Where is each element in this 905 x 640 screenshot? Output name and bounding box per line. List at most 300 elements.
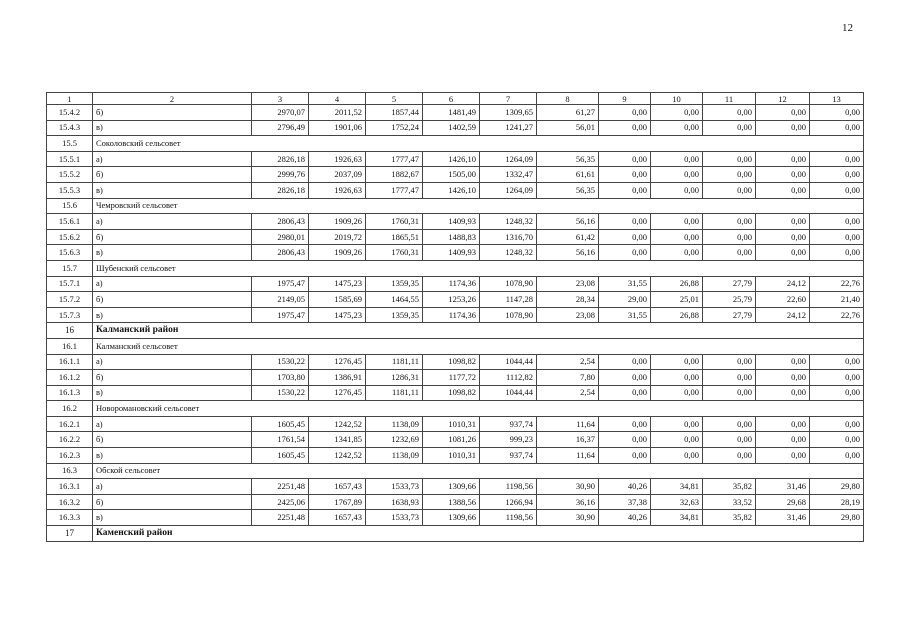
settlement-row: [47, 401, 864, 417]
value-cell: 0,00: [810, 105, 864, 121]
row-label-cell: а): [93, 354, 252, 370]
value-cell: 1909,26: [309, 214, 366, 230]
row-label-cell: б): [93, 229, 252, 245]
settlement-title: Чемровский сельсовет: [93, 198, 864, 214]
row-label-cell: б): [93, 494, 252, 510]
value-cell: 1975,47: [252, 276, 309, 292]
table-row: [47, 292, 864, 308]
value-cell: 16,37: [537, 432, 599, 448]
value-cell: 2980,01: [252, 229, 309, 245]
value-cell: 0,00: [651, 120, 703, 136]
row-number-cell: 15.6.2: [47, 229, 93, 245]
value-cell: 0,00: [703, 245, 756, 261]
value-cell: 1752,24: [366, 120, 423, 136]
row-label-cell: а): [93, 151, 252, 167]
value-cell: 1359,35: [366, 276, 423, 292]
value-cell: 0,00: [810, 167, 864, 183]
value-cell: 1505,00: [423, 167, 480, 183]
value-cell: 1266,94: [480, 494, 537, 510]
value-cell: 1078,90: [480, 307, 537, 323]
value-cell: 2796,49: [252, 120, 309, 136]
value-cell: 0,00: [810, 229, 864, 245]
table-row: [47, 105, 864, 121]
row-number-cell: 15.7.1: [47, 276, 93, 292]
row-label-cell: б): [93, 105, 252, 121]
row-number-cell: 16.1.1: [47, 354, 93, 370]
value-cell: 1316,70: [480, 229, 537, 245]
district-title: Каменский район: [93, 526, 864, 542]
row-number-cell: 16.3.1: [47, 479, 93, 495]
value-cell: 0,00: [651, 229, 703, 245]
value-cell: 26,88: [651, 307, 703, 323]
settlement-row: [47, 136, 864, 152]
value-cell: 1248,32: [480, 214, 537, 230]
value-cell: 0,00: [599, 385, 651, 401]
value-cell: 1426,10: [423, 182, 480, 198]
value-cell: 40,26: [599, 479, 651, 495]
header-cell: 6: [423, 93, 480, 105]
value-cell: 2011,52: [309, 105, 366, 121]
value-cell: 2826,18: [252, 151, 309, 167]
value-cell: 1341,85: [309, 432, 366, 448]
value-cell: 56,35: [537, 151, 599, 167]
value-cell: 29,68: [756, 494, 810, 510]
value-cell: 34,81: [651, 510, 703, 526]
value-cell: 0,00: [599, 354, 651, 370]
value-cell: 0,00: [651, 385, 703, 401]
row-label-cell: в): [93, 448, 252, 464]
table-row: [47, 479, 864, 495]
value-cell: 0,00: [703, 370, 756, 386]
value-cell: 28,19: [810, 494, 864, 510]
value-cell: 36,16: [537, 494, 599, 510]
value-cell: 1865,51: [366, 229, 423, 245]
value-cell: 30,90: [537, 479, 599, 495]
value-cell: 1242,52: [309, 416, 366, 432]
value-cell: 27,79: [703, 307, 756, 323]
value-cell: 23,08: [537, 307, 599, 323]
table-row: [47, 385, 864, 401]
row-label-cell: б): [93, 167, 252, 183]
value-cell: 2251,48: [252, 479, 309, 495]
value-cell: 0,00: [599, 370, 651, 386]
header-cell: 4: [309, 93, 366, 105]
value-cell: 1309,66: [423, 479, 480, 495]
value-cell: 1703,80: [252, 370, 309, 386]
header-cell: 1: [47, 93, 93, 105]
value-cell: 2425,06: [252, 494, 309, 510]
value-cell: 1409,93: [423, 245, 480, 261]
value-cell: 1909,26: [309, 245, 366, 261]
row-label-cell: б): [93, 370, 252, 386]
value-cell: 35,82: [703, 510, 756, 526]
value-cell: 1926,63: [309, 151, 366, 167]
row-number-cell: 15.6: [47, 198, 93, 214]
value-cell: 27,79: [703, 276, 756, 292]
value-cell: 2999,76: [252, 167, 309, 183]
value-cell: 2970,07: [252, 105, 309, 121]
value-cell: 0,00: [703, 182, 756, 198]
page-number: 12: [842, 22, 853, 34]
tariff-table: [46, 92, 864, 542]
value-cell: 26,88: [651, 276, 703, 292]
value-cell: 0,00: [599, 105, 651, 121]
value-cell: 24,12: [756, 307, 810, 323]
value-cell: 0,00: [651, 432, 703, 448]
value-cell: 1181,11: [366, 385, 423, 401]
value-cell: 30,90: [537, 510, 599, 526]
value-cell: 0,00: [703, 229, 756, 245]
row-label-cell: а): [93, 479, 252, 495]
settlement-title: Соколовский сельсовет: [93, 136, 864, 152]
value-cell: 0,00: [651, 105, 703, 121]
value-cell: 0,00: [756, 182, 810, 198]
value-cell: 33,52: [703, 494, 756, 510]
value-cell: 1530,22: [252, 354, 309, 370]
row-number-cell: 16.2.3: [47, 448, 93, 464]
value-cell: 0,00: [810, 448, 864, 464]
value-cell: 56,16: [537, 214, 599, 230]
value-cell: 1760,31: [366, 245, 423, 261]
settlement-title: Обской сельсовет: [93, 463, 864, 479]
value-cell: 1010,31: [423, 416, 480, 432]
value-cell: 0,00: [599, 448, 651, 464]
value-cell: 0,00: [599, 214, 651, 230]
value-cell: 1309,65: [480, 105, 537, 121]
value-cell: 2806,43: [252, 245, 309, 261]
table-row: [47, 229, 864, 245]
row-number-cell: 15.4.2: [47, 105, 93, 121]
row-label-cell: б): [93, 432, 252, 448]
value-cell: 1760,31: [366, 214, 423, 230]
value-cell: 1112,82: [480, 370, 537, 386]
value-cell: 1777,47: [366, 151, 423, 167]
row-number-cell: 15.7.2: [47, 292, 93, 308]
row-label-cell: в): [93, 120, 252, 136]
settlement-row: [47, 338, 864, 354]
value-cell: 0,00: [756, 370, 810, 386]
value-cell: 1359,35: [366, 307, 423, 323]
settlement-row: [47, 198, 864, 214]
value-cell: 37,38: [599, 494, 651, 510]
settlement-title: Шубенский сельсовет: [93, 260, 864, 276]
value-cell: 1475,23: [309, 307, 366, 323]
value-cell: 29,00: [599, 292, 651, 308]
value-cell: 35,82: [703, 479, 756, 495]
row-number-cell: 16.2.2: [47, 432, 93, 448]
row-label-cell: в): [93, 385, 252, 401]
value-cell: 1638,93: [366, 494, 423, 510]
row-label-cell: в): [93, 245, 252, 261]
value-cell: 1010,31: [423, 448, 480, 464]
row-number-cell: 15.5: [47, 136, 93, 152]
row-number-cell: 16: [47, 323, 93, 339]
value-cell: 0,00: [651, 354, 703, 370]
row-label-cell: а): [93, 214, 252, 230]
header-cell: 8: [537, 93, 599, 105]
value-cell: 0,00: [651, 370, 703, 386]
value-cell: 1242,52: [309, 448, 366, 464]
value-cell: 0,00: [756, 167, 810, 183]
value-cell: 0,00: [703, 448, 756, 464]
value-cell: 0,00: [651, 167, 703, 183]
value-cell: 1926,63: [309, 182, 366, 198]
table-row: [47, 167, 864, 183]
row-number-cell: 15.7: [47, 260, 93, 276]
value-cell: 29,80: [810, 510, 864, 526]
value-cell: 61,61: [537, 167, 599, 183]
value-cell: 24,12: [756, 276, 810, 292]
row-number-cell: 16.2.1: [47, 416, 93, 432]
value-cell: 1264,09: [480, 182, 537, 198]
row-label-cell: б): [93, 292, 252, 308]
value-cell: 25,79: [703, 292, 756, 308]
table-row: [47, 494, 864, 510]
value-cell: 0,00: [756, 245, 810, 261]
value-cell: 1098,82: [423, 385, 480, 401]
table-row: [47, 276, 864, 292]
value-cell: 0,00: [651, 245, 703, 261]
value-cell: 0,00: [703, 432, 756, 448]
value-cell: 0,00: [810, 354, 864, 370]
row-number-cell: 16.1: [47, 338, 93, 354]
value-cell: 61,27: [537, 105, 599, 121]
header-cell: 7: [480, 93, 537, 105]
value-cell: 2826,18: [252, 182, 309, 198]
value-cell: 0,00: [810, 182, 864, 198]
value-cell: 1241,27: [480, 120, 537, 136]
value-cell: 937,74: [480, 448, 537, 464]
row-number-cell: 17: [47, 526, 93, 542]
value-cell: 31,46: [756, 479, 810, 495]
table-row: [47, 120, 864, 136]
value-cell: 2149,05: [252, 292, 309, 308]
value-cell: 0,00: [599, 151, 651, 167]
header-cell: 13: [810, 93, 864, 105]
value-cell: 0,00: [756, 385, 810, 401]
value-cell: 0,00: [756, 105, 810, 121]
value-cell: 0,00: [810, 120, 864, 136]
value-cell: 2806,43: [252, 214, 309, 230]
value-cell: 1530,22: [252, 385, 309, 401]
row-number-cell: 15.6.3: [47, 245, 93, 261]
table-row: [47, 151, 864, 167]
value-cell: 0,00: [703, 151, 756, 167]
value-cell: 1402,59: [423, 120, 480, 136]
value-cell: 0,00: [756, 229, 810, 245]
value-cell: 1388,56: [423, 494, 480, 510]
value-cell: 0,00: [756, 214, 810, 230]
row-label-cell: в): [93, 182, 252, 198]
table-row: [47, 416, 864, 432]
row-number-cell: 16.2: [47, 401, 93, 417]
row-number-cell: 15.7.3: [47, 307, 93, 323]
value-cell: 0,00: [810, 214, 864, 230]
value-cell: 0,00: [756, 120, 810, 136]
value-cell: 0,00: [756, 432, 810, 448]
value-cell: 32,63: [651, 494, 703, 510]
value-cell: 1181,11: [366, 354, 423, 370]
header-cell: 12: [756, 93, 810, 105]
value-cell: 0,00: [756, 448, 810, 464]
value-cell: 0,00: [599, 167, 651, 183]
value-cell: 0,00: [756, 151, 810, 167]
value-cell: 0,00: [599, 120, 651, 136]
value-cell: 31,46: [756, 510, 810, 526]
value-cell: 1533,73: [366, 510, 423, 526]
value-cell: 2,54: [537, 354, 599, 370]
value-cell: 0,00: [810, 385, 864, 401]
value-cell: 11,64: [537, 448, 599, 464]
value-cell: 1253,26: [423, 292, 480, 308]
value-cell: 2019,72: [309, 229, 366, 245]
value-cell: 0,00: [703, 167, 756, 183]
value-cell: 1232,69: [366, 432, 423, 448]
value-cell: 1147,28: [480, 292, 537, 308]
settlement-title: Новоромановский сельсовет: [93, 401, 864, 417]
value-cell: 1464,55: [366, 292, 423, 308]
table-body: [47, 93, 864, 542]
value-cell: 1332,47: [480, 167, 537, 183]
value-cell: 1138,09: [366, 416, 423, 432]
value-cell: 0,00: [599, 245, 651, 261]
table-row: [47, 182, 864, 198]
value-cell: 0,00: [810, 245, 864, 261]
value-cell: 1882,67: [366, 167, 423, 183]
value-cell: 1481,49: [423, 105, 480, 121]
value-cell: 0,00: [651, 448, 703, 464]
value-cell: 1767,89: [309, 494, 366, 510]
row-label-cell: в): [93, 307, 252, 323]
row-number-cell: 16.3.3: [47, 510, 93, 526]
value-cell: 1264,09: [480, 151, 537, 167]
value-cell: 0,00: [703, 214, 756, 230]
table-row: [47, 510, 864, 526]
value-cell: 1585,69: [309, 292, 366, 308]
value-cell: 34,81: [651, 479, 703, 495]
value-cell: 23,08: [537, 276, 599, 292]
value-cell: 0,00: [703, 385, 756, 401]
value-cell: 1386,91: [309, 370, 366, 386]
value-cell: 1276,45: [309, 385, 366, 401]
value-cell: 7,80: [537, 370, 599, 386]
value-cell: 1276,45: [309, 354, 366, 370]
value-cell: 1605,45: [252, 416, 309, 432]
value-cell: 1309,66: [423, 510, 480, 526]
value-cell: 1533,73: [366, 479, 423, 495]
value-cell: 1198,56: [480, 479, 537, 495]
value-cell: 40,26: [599, 510, 651, 526]
value-cell: 1286,31: [366, 370, 423, 386]
value-cell: 1657,43: [309, 479, 366, 495]
header-cell: 11: [703, 93, 756, 105]
value-cell: 1901,06: [309, 120, 366, 136]
value-cell: 0,00: [810, 432, 864, 448]
value-cell: 2251,48: [252, 510, 309, 526]
value-cell: 0,00: [703, 120, 756, 136]
value-cell: 1657,43: [309, 510, 366, 526]
header-row: [47, 93, 864, 105]
header-cell: 9: [599, 93, 651, 105]
value-cell: 29,80: [810, 479, 864, 495]
value-cell: 1044,44: [480, 385, 537, 401]
value-cell: 0,00: [810, 416, 864, 432]
header-cell: 2: [93, 93, 252, 105]
value-cell: 0,00: [810, 151, 864, 167]
value-cell: 1248,32: [480, 245, 537, 261]
table-row: [47, 354, 864, 370]
value-cell: 1078,90: [480, 276, 537, 292]
table-row: [47, 432, 864, 448]
value-cell: 56,01: [537, 120, 599, 136]
value-cell: 31,55: [599, 307, 651, 323]
value-cell: 0,00: [599, 182, 651, 198]
value-cell: 0,00: [651, 151, 703, 167]
value-cell: 1044,44: [480, 354, 537, 370]
table-row: [47, 307, 864, 323]
value-cell: 1174,36: [423, 276, 480, 292]
row-label-cell: а): [93, 416, 252, 432]
header-cell: 10: [651, 93, 703, 105]
value-cell: 0,00: [599, 432, 651, 448]
value-cell: 2037,09: [309, 167, 366, 183]
value-cell: 1475,23: [309, 276, 366, 292]
value-cell: 0,00: [599, 416, 651, 432]
value-cell: 25,01: [651, 292, 703, 308]
value-cell: 1777,47: [366, 182, 423, 198]
value-cell: 0,00: [756, 416, 810, 432]
value-cell: 0,00: [703, 105, 756, 121]
value-cell: 1605,45: [252, 448, 309, 464]
value-cell: 0,00: [651, 416, 703, 432]
row-label-cell: а): [93, 276, 252, 292]
value-cell: 1426,10: [423, 151, 480, 167]
value-cell: 0,00: [703, 416, 756, 432]
value-cell: 31,55: [599, 276, 651, 292]
value-cell: 56,35: [537, 182, 599, 198]
settlement-title: Калманский сельсовет: [93, 338, 864, 354]
value-cell: 0,00: [756, 354, 810, 370]
row-number-cell: 15.5.2: [47, 167, 93, 183]
value-cell: 937,74: [480, 416, 537, 432]
table-row: [47, 214, 864, 230]
table-row: [47, 448, 864, 464]
value-cell: 22,76: [810, 276, 864, 292]
value-cell: 1409,93: [423, 214, 480, 230]
row-number-cell: 15.5.3: [47, 182, 93, 198]
row-label-cell: в): [93, 510, 252, 526]
row-number-cell: 16.3.2: [47, 494, 93, 510]
value-cell: 22,60: [756, 292, 810, 308]
value-cell: 61,42: [537, 229, 599, 245]
value-cell: 1177,72: [423, 370, 480, 386]
row-number-cell: 16.1.2: [47, 370, 93, 386]
value-cell: 0,00: [810, 370, 864, 386]
district-row: [47, 323, 864, 339]
row-number-cell: 15.5.1: [47, 151, 93, 167]
value-cell: 0,00: [703, 354, 756, 370]
row-number-cell: 15.6.1: [47, 214, 93, 230]
value-cell: 11,64: [537, 416, 599, 432]
value-cell: 1488,83: [423, 229, 480, 245]
value-cell: 56,16: [537, 245, 599, 261]
value-cell: 1761,54: [252, 432, 309, 448]
value-cell: 0,00: [651, 182, 703, 198]
value-cell: 1198,56: [480, 510, 537, 526]
settlement-row: [47, 463, 864, 479]
value-cell: 1081,26: [423, 432, 480, 448]
row-number-cell: 16.1.3: [47, 385, 93, 401]
